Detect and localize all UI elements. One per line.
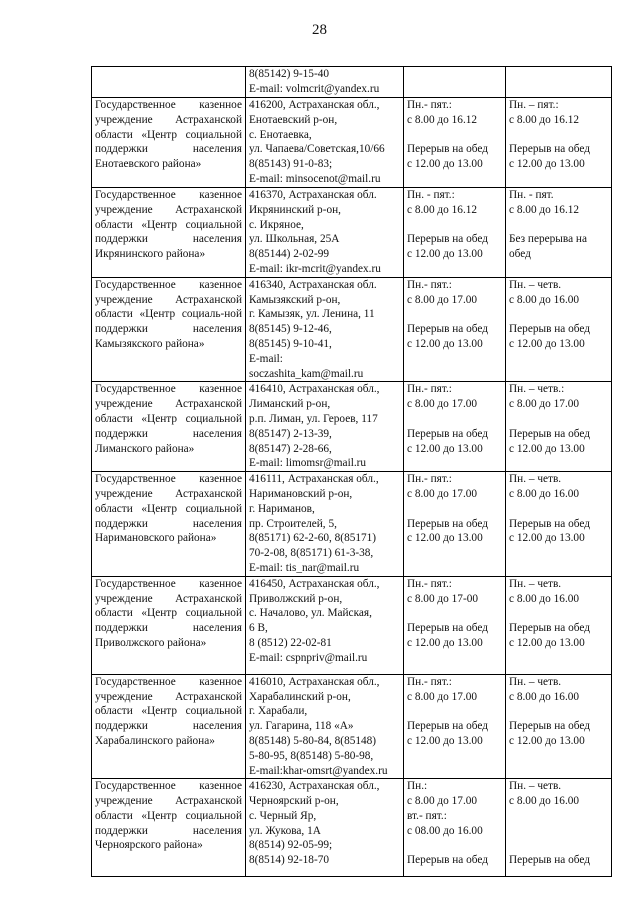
cell-line: с 12.00 до 13.00 bbox=[407, 636, 483, 649]
cell-line: 416111, Астраханская обл., bbox=[249, 473, 379, 486]
cell-line: с 12.00 до 13.00 bbox=[407, 337, 483, 350]
cell-line: Пн.: bbox=[407, 780, 428, 793]
org-name-cell bbox=[92, 779, 246, 877]
blank-line bbox=[509, 838, 608, 853]
cell-line: с 8.00 до 16.00 bbox=[509, 592, 580, 605]
cell-line: пр. Строителей, 5, bbox=[249, 517, 337, 530]
cell-line: E-mail: limomsr@mail.ru bbox=[249, 457, 367, 470]
cell-line: soczashita_kam@mail.ru bbox=[249, 367, 364, 380]
cell-line: E-mail: minsocenot@mail.ru bbox=[249, 172, 381, 185]
cell-line: с 12.00 до 13.00 bbox=[407, 532, 483, 545]
table-row bbox=[92, 98, 612, 188]
cell-line: Икрянинский р-он, bbox=[249, 203, 341, 216]
cell-line: с 8.00 до 16.12 bbox=[407, 113, 478, 126]
cell-line: Пн.- пят.: bbox=[407, 675, 452, 688]
cell-line: 416230, Астраханская обл., bbox=[249, 780, 380, 793]
cell-line: 8(85145) 9-12-46, bbox=[249, 323, 332, 336]
cell-line: 8(85144) 2-02-99 bbox=[249, 248, 330, 261]
cell-line: Камызякский р-он, bbox=[249, 293, 341, 306]
cell-line: с 8.00 до 16.12 bbox=[509, 113, 580, 126]
cell-line: с 12.00 до 13.00 bbox=[509, 442, 585, 455]
table-row bbox=[92, 67, 612, 98]
hours-cell bbox=[404, 472, 506, 577]
cell-line: Перерыв на обед bbox=[509, 517, 590, 530]
cell-line: с 8.00 до 16.12 bbox=[407, 203, 478, 216]
cell-line: Перерыв на обед bbox=[407, 517, 488, 530]
cell-line: Наримановский р-он, bbox=[249, 487, 353, 500]
cell-line: Перерыв на обед bbox=[509, 622, 590, 635]
cell-line: Пн. – четв. bbox=[509, 675, 562, 688]
cell-line: с 8.00 до 16.00 bbox=[509, 487, 580, 500]
org-name-cell bbox=[92, 576, 246, 674]
cell-line: Перерыв на обед bbox=[509, 854, 590, 867]
cell-line: г. Нариманов, bbox=[249, 502, 315, 515]
cell-line: 416010, Астраханская обл., bbox=[249, 675, 380, 688]
page-number: 28 bbox=[312, 22, 327, 38]
address-contact-cell bbox=[246, 277, 404, 382]
cell-line: с 12.00 до 13.00 bbox=[509, 337, 585, 350]
hours-alt-cell bbox=[506, 382, 612, 472]
org-name-cell bbox=[92, 674, 246, 779]
blank-line bbox=[407, 307, 502, 322]
cell-line: Перерыв на обед bbox=[509, 720, 590, 733]
hours-alt-cell bbox=[506, 576, 612, 674]
hours-cell bbox=[404, 674, 506, 779]
address-contact-cell bbox=[246, 472, 404, 577]
cell-line: 8(85143) 91-0-83; bbox=[249, 158, 333, 171]
address-contact-cell bbox=[246, 188, 404, 278]
cell-line: г. Камызяк, ул. Ленина, 11 bbox=[249, 308, 375, 321]
address-contact-cell bbox=[246, 382, 404, 472]
table-row bbox=[92, 779, 612, 877]
blank-line bbox=[509, 412, 608, 427]
cell-line: Перерыв на обед bbox=[407, 720, 488, 733]
blank-line bbox=[509, 606, 608, 621]
cell-line: Перерыв на обед bbox=[509, 143, 590, 156]
cell-line: Без перерыва на bbox=[509, 233, 587, 246]
blank-line bbox=[407, 606, 502, 621]
cell-line: с 8.00 до 16.00 bbox=[509, 690, 580, 703]
hours-alt-cell bbox=[506, 188, 612, 278]
cell-line: с 12.00 до 13.00 bbox=[509, 532, 585, 545]
cell-line: с 8.00 до 17.00 bbox=[407, 795, 478, 808]
blank-line bbox=[509, 809, 608, 824]
hours-alt-cell bbox=[506, 674, 612, 779]
table-row bbox=[92, 277, 612, 382]
org-name: Государственное казенное учреждение Астраханской области «Центр социаль-ной поддержки населения Камызякского района» bbox=[95, 278, 242, 350]
hours-alt-cell bbox=[506, 779, 612, 877]
org-name: Государственное казенное учреждение Астраханской области «Центр социальной поддержки населения Черноярского района» bbox=[95, 780, 242, 852]
cell-line: с 12.00 до 13.00 bbox=[509, 734, 585, 747]
cell-line: с 12.00 до 13.00 bbox=[407, 248, 483, 261]
org-name: Государственное казенное учреждение Астраханской области «Центр социальной поддержки населения Лиманского района» bbox=[95, 383, 242, 455]
address-contact-cell bbox=[246, 98, 404, 188]
hours-cell bbox=[404, 67, 506, 98]
cell-line: с 8.00 до 17.00 bbox=[407, 690, 478, 703]
cell-line: с 12.00 до 13.00 bbox=[407, 158, 483, 171]
cell-line: Перерыв на обед bbox=[407, 854, 488, 867]
org-name-cell bbox=[92, 382, 246, 472]
hours-cell bbox=[404, 382, 506, 472]
cell-line: E-mail:khar-omsrt@yandex.ru bbox=[249, 764, 388, 777]
cell-line: Пн.- пят.: bbox=[407, 577, 452, 590]
org-name-cell bbox=[92, 472, 246, 577]
cell-line: с 8.00 до 17.00 bbox=[407, 487, 478, 500]
cell-line: E-mail: ikr-mcrit@yandex.ru bbox=[249, 262, 381, 275]
cell-line: с. Икряное, bbox=[249, 218, 304, 231]
cell-line: Лиманский р-он, bbox=[249, 398, 331, 411]
cell-line: 70-2-08, 8(85171) 61-3-38, bbox=[249, 547, 374, 560]
org-name-cell bbox=[92, 188, 246, 278]
address-contact-cell bbox=[246, 67, 404, 98]
cell-line: с 12.00 до 13.00 bbox=[407, 442, 483, 455]
cell-line: Перерыв на обед bbox=[407, 323, 488, 336]
cell-line: 8(85148) 5-80-84, 8(85148) bbox=[249, 734, 377, 747]
hours-alt-cell bbox=[506, 98, 612, 188]
blank-line bbox=[509, 307, 608, 322]
cell-line: 6 В, bbox=[249, 622, 268, 635]
blank-line bbox=[509, 704, 608, 719]
address-contact-cell bbox=[246, 674, 404, 779]
org-name-cell bbox=[92, 98, 246, 188]
cell-line: Приволжский р-он, bbox=[249, 592, 343, 605]
cell-line: 5-80-95, 8(85148) 5-80-98, bbox=[249, 749, 374, 762]
cell-line: 416450, Астраханская обл., bbox=[249, 577, 380, 590]
table-row bbox=[92, 188, 612, 278]
cell-line: Харабалинский р-он, bbox=[249, 690, 351, 703]
hours-cell bbox=[404, 779, 506, 877]
cell-line: Пн. - пят. bbox=[509, 189, 554, 201]
blank-line bbox=[407, 704, 502, 719]
cell-line: с. Енотаевка, bbox=[249, 128, 312, 141]
cell-line: 416200, Астраханская обл., bbox=[249, 99, 380, 111]
org-name-cell bbox=[92, 67, 246, 98]
cell-line: с 8.00 до 17-00 bbox=[407, 592, 479, 605]
cell-line: E-mail: bbox=[249, 352, 283, 365]
cell-line: Пн. – четв. bbox=[509, 473, 562, 486]
org-name: Государственное казенное учреждение Астраханской области «Центр социальной поддержки населения Икрянинского района» bbox=[95, 189, 242, 261]
cell-line: ул. Школьная, 25А bbox=[249, 233, 340, 246]
cell-line: с 12.00 до 13.00 bbox=[407, 734, 483, 747]
cell-line: обед bbox=[509, 248, 531, 261]
blank-line bbox=[509, 502, 608, 517]
cell-line: вт.- пят.: bbox=[407, 809, 447, 822]
cell-line: Пн.- пят.: bbox=[407, 383, 452, 396]
cell-line: 416370, Астраханская обл. bbox=[249, 189, 377, 201]
address-contact-cell bbox=[246, 779, 404, 877]
cell-line: 8(85147) 2-28-66, bbox=[249, 442, 332, 455]
cell-line: с 08.00 до 16.00 bbox=[407, 824, 483, 837]
cell-line: E-mail: volmcrit@yandex.ru bbox=[249, 82, 380, 95]
cell-line: Пн. – четв. bbox=[509, 278, 562, 291]
hours-alt-cell bbox=[506, 67, 612, 98]
org-name: Государственное казенное учреждение Астраханской области «Центр социальной поддержки населения Енотаевского района» bbox=[95, 99, 242, 171]
cell-line: г. Харабали, bbox=[249, 705, 308, 718]
blank-line bbox=[509, 128, 608, 143]
cell-line: Пн. – четв. bbox=[509, 577, 562, 590]
blank-line bbox=[407, 218, 502, 233]
blank-line bbox=[509, 824, 608, 839]
cell-line: с 8.00 до 16.12 bbox=[509, 203, 580, 216]
org-name: Государственное казенное учреждение Астраханской области «Центр социальной поддержки населения Наримановского района» bbox=[95, 473, 242, 545]
cell-line: ул. Гагарина, 118 «А» bbox=[249, 720, 354, 733]
blank-line bbox=[407, 128, 502, 143]
table-row bbox=[92, 576, 612, 674]
blank-line bbox=[407, 502, 502, 517]
cell-line: с 8.00 до 17.00 bbox=[509, 398, 580, 411]
cell-line: 8(85171) 62-2-60, 8(85171) bbox=[249, 532, 377, 545]
org-name-cell bbox=[92, 277, 246, 382]
cell-line: 8(85147) 2-13-39, bbox=[249, 427, 332, 440]
hours-cell bbox=[404, 576, 506, 674]
hours-alt-cell bbox=[506, 472, 612, 577]
cell-line: ул. Жукова, 1А bbox=[249, 824, 321, 837]
org-name: Государственное казенное учреждение Астраханской области «Центр социальной поддержки населения Приволжского района» bbox=[95, 577, 242, 649]
cell-line: с. Черный Яр, bbox=[249, 809, 317, 822]
cell-line: Перерыв на обед bbox=[407, 427, 488, 440]
cell-line: Пн. – четв. bbox=[509, 780, 562, 793]
blank-line bbox=[509, 218, 608, 233]
address-contact-cell bbox=[246, 576, 404, 674]
hours-cell bbox=[404, 98, 506, 188]
cell-line: с 8.00 до 16.00 bbox=[509, 293, 580, 306]
cell-line: ул. Чапаева/Советская,10/66 bbox=[249, 143, 385, 156]
hours-alt-cell bbox=[506, 277, 612, 382]
cell-line: Пн.- пят.: bbox=[407, 278, 452, 291]
cell-line: 416410, Астраханская обл., bbox=[249, 383, 380, 396]
cell-line: Пн. – четв.: bbox=[509, 383, 565, 396]
cell-line: Перерыв на обед bbox=[407, 143, 488, 156]
hours-cell bbox=[404, 188, 506, 278]
cell-line: Черноярский р-он, bbox=[249, 795, 339, 808]
table-row bbox=[92, 472, 612, 577]
cell-line: 8(8514) 92-18-70 bbox=[249, 854, 330, 867]
cell-line: с 8.00 до 17.00 bbox=[407, 293, 478, 306]
cell-line: E-mail: tis_nar@mail.ru bbox=[249, 561, 360, 574]
cell-line: Перерыв на обед bbox=[407, 622, 488, 635]
cell-line: с. Началово, ул. Майская, bbox=[249, 607, 372, 620]
cell-line: Перерыв на обед bbox=[509, 323, 590, 336]
table-row bbox=[92, 382, 612, 472]
cell-line: с 12.00 до 13.00 bbox=[509, 158, 585, 171]
cell-line: с 8.00 до 16.00 bbox=[509, 795, 580, 808]
cell-line: Пн.- пят.: bbox=[407, 473, 452, 486]
cell-line: E-mail: cspnpriv@mail.ru bbox=[249, 651, 368, 664]
cell-line: р.п. Лиман, ул. Героев, 117 bbox=[249, 412, 378, 425]
table-body bbox=[92, 67, 612, 877]
blank-line bbox=[407, 838, 502, 853]
table-row bbox=[92, 674, 612, 779]
cell-line: 8(85145) 9-10-41, bbox=[249, 337, 332, 350]
cell-line: с 12.00 до 13.00 bbox=[509, 636, 585, 649]
org-name: Государственное казенное учреждение Астраханской области «Центр социальной поддержки населения Харабалинского района» bbox=[95, 675, 242, 747]
cell-line: Перерыв на обед bbox=[407, 233, 488, 246]
cell-line: Енотаевский р-он, bbox=[249, 113, 338, 126]
cell-line: 416340, Астраханская обл. bbox=[249, 278, 377, 291]
cell-line: Пн. - пят.: bbox=[407, 189, 455, 201]
hours-cell bbox=[404, 277, 506, 382]
cell-line: Пн.- пят.: bbox=[407, 99, 452, 111]
blank-line bbox=[407, 412, 502, 427]
cell-line: Пн. – пят.: bbox=[509, 99, 559, 111]
cell-line: Перерыв на обед bbox=[509, 427, 590, 440]
cell-line: с 8.00 до 17.00 bbox=[407, 398, 478, 411]
cell-line: 8 (8512) 22-02-81 bbox=[249, 636, 332, 649]
institutions-table bbox=[91, 66, 612, 877]
cell-line: 8(85142) 9-15-40 bbox=[249, 68, 330, 80]
cell-line: 8(8514) 92-05-99; bbox=[249, 839, 333, 852]
